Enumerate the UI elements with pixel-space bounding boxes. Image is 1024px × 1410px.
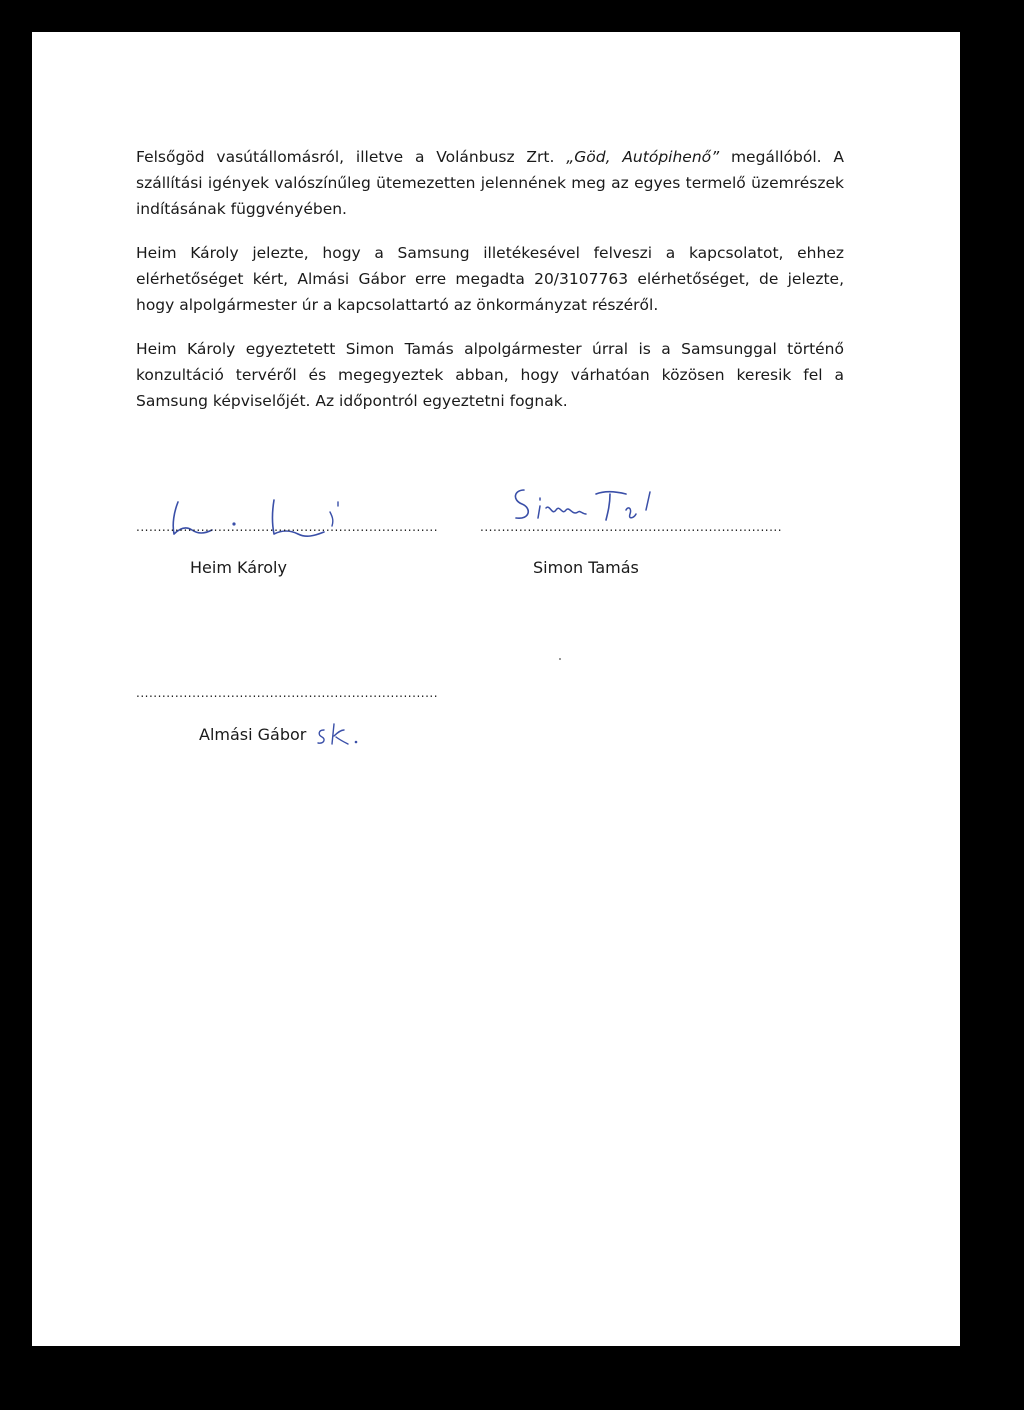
signer-name-3: Almási Gábor	[199, 725, 307, 744]
heim-karoly-signature-image	[162, 494, 372, 542]
paragraph-1-start: Felsőgöd vasútállomásról, illetve a Volánbusz Zrt.	[136, 148, 567, 166]
paragraph-2: Heim Károly jelezte, hogy a Samsung illetékesével felveszi a kapcsolatot, ehhez elérhetőséget kért, Almási Gábor erre megadta 20/3107763 elérhetőséget, de jelezte, hogy alpolgármester úr a kapcsolattartó az önkormányzat részéről.	[136, 244, 844, 314]
document-page	[32, 32, 960, 1346]
signature-line-2: ......................................................................	[480, 520, 783, 534]
signature-line-1: ......................................................................	[136, 520, 439, 534]
bus-stop-name: „Göd, Autópihenő”	[566, 148, 720, 166]
paragraph-1-end: megállóból. A szállítási igények valószínűleg ütemezetten jelennének meg az egyes termelő üzemrészek indításának függvényében.	[136, 148, 844, 218]
paragraph-3: Heim Károly egyeztetett Simon Tamás alpolgármester úrral is a Samsunggal történő konzultáció tervéről és megegyeztek abban, hogy várhatóan közösen keresik fel a Samsung képviselőjét. Az időpontról egyeztetni fognak.	[136, 340, 844, 410]
document-body	[136, 144, 844, 432]
sk-handwritten-mark	[314, 722, 364, 750]
signer-name-2: Simon Tamás	[533, 558, 639, 577]
stray-mark	[559, 658, 561, 660]
signer-name-1: Heim Károly	[190, 558, 287, 577]
signature-line-3: ......................................................................	[136, 686, 439, 700]
paragraph-1	[136, 144, 844, 222]
